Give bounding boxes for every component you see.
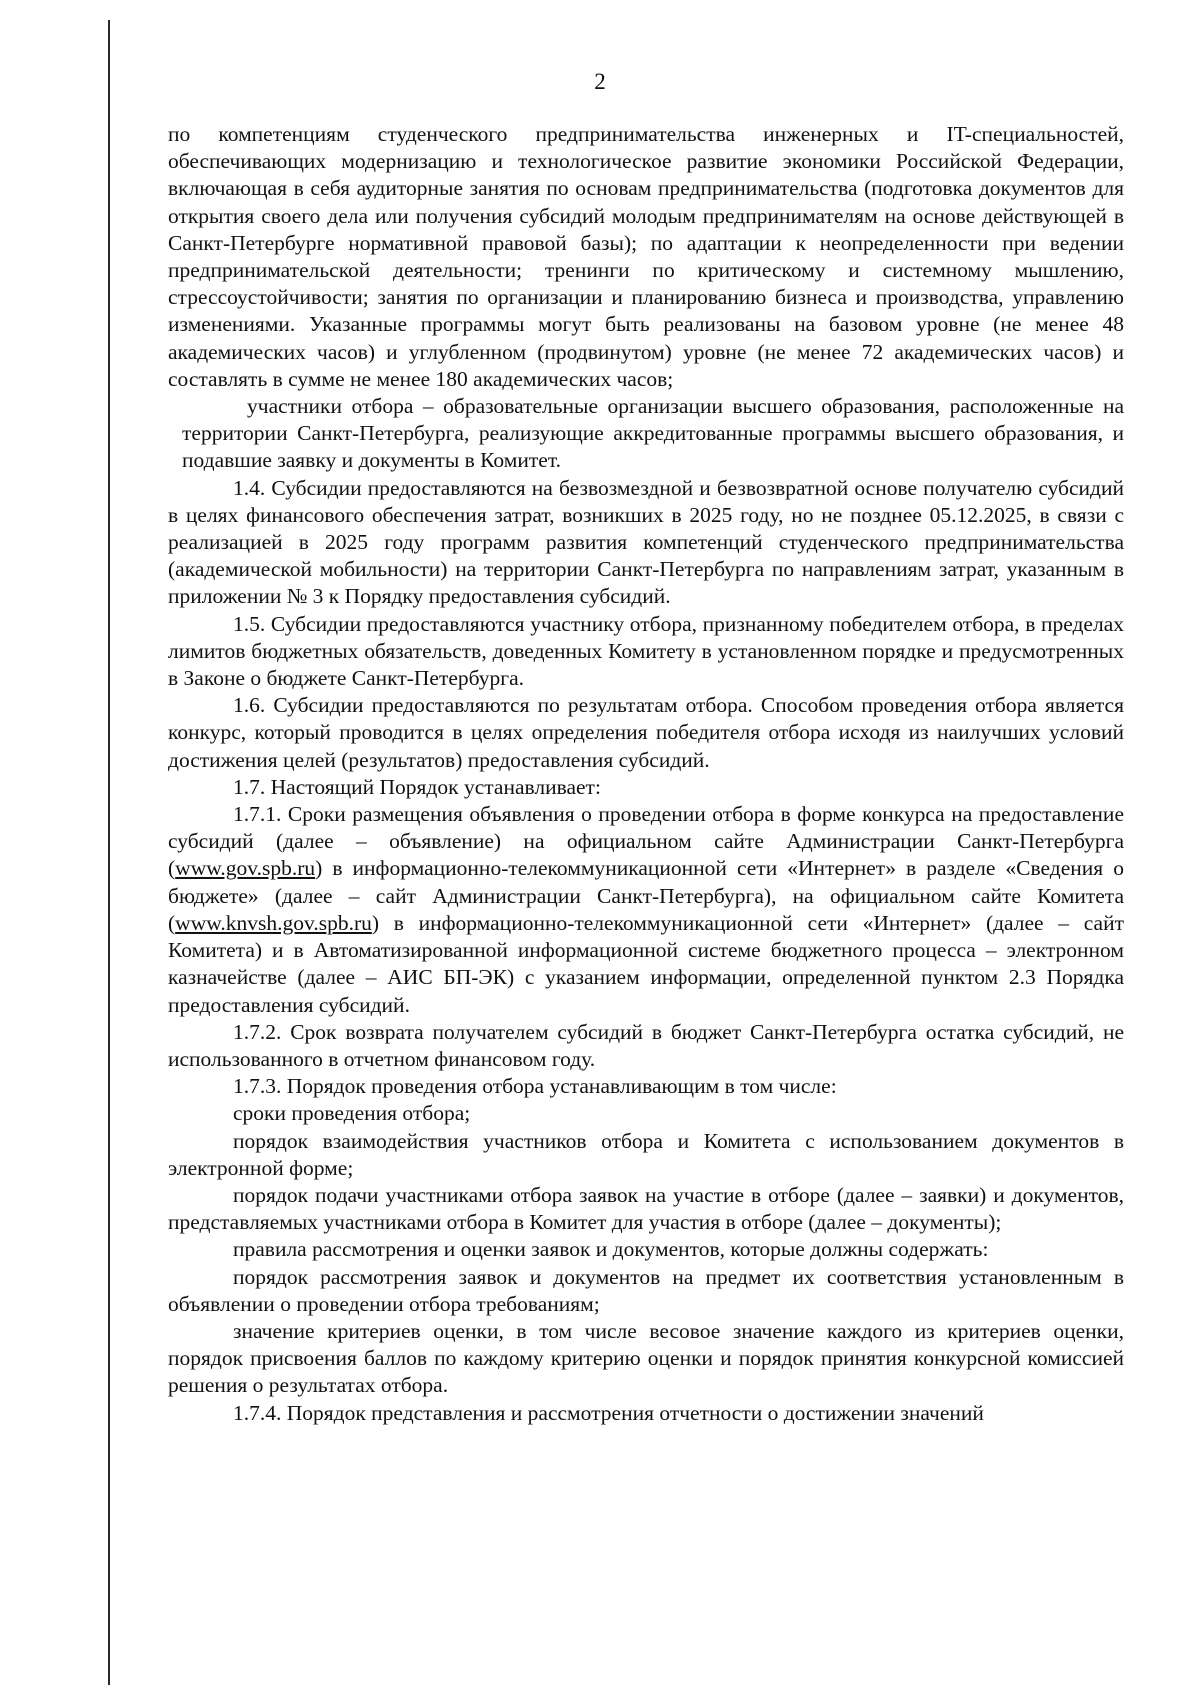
paragraph-selection-terms: сроки проведения отбора;	[233, 1101, 471, 1126]
paragraph-review-order: порядок рассмотрения заявок и документов на предмет их соответствия установленным в объявлении о проведении отбора требованиям;	[168, 1264, 1124, 1316]
paragraph-1-7-2: 1.7.2. Срок возврата получателем субсидий в бюджет Санкт-Петербурга остатка субсидий, не использованного в отчетном финансовом году.	[168, 1019, 1124, 1071]
paragraph-1-7: 1.7. Настоящий Порядок устанавливает:	[233, 774, 601, 799]
paragraph-1-7-3: 1.7.3. Порядок проведения отбора устанавливающим в том числе:	[233, 1074, 837, 1099]
paragraph-application-order: порядок подачи участниками отбора заявок на участие в отборе (далее – заявки) и документов, представляемых участниками отбора в Комитет для участия в отборе (далее – документы);	[168, 1182, 1124, 1235]
paragraph-1-7-1-part-c: ) в информационно-телекоммуникационной сети «Интернет» (далее – сайт Комитета) и в Автоматизированной информационной системе бюджетного процесса – электронном казначействе (далее – АИС БП-ЭК) с указанием информации, определенной пунктом 2.3 Порядка предоставления субсидий.	[168, 910, 1124, 1017]
paragraph-1-7-1	[168, 801, 1124, 1019]
paragraph-interaction-order: порядок взаимодействия участников отбора и Комитета с использованием документов в электронной форме;	[168, 1128, 1124, 1180]
paragraph-continuation: по компетенциям студенческого предпринимательства инженерных и IT-специальностей, обеспечивающих модернизацию и технологическое развитие экономики Российской Федерации, включающая в себя аудиторные занятия по основам предпринимательства (подготовка документов для открытия своего дела или получения субсидий молодым предпринимателям на основе действующей в Санкт-Петербурге нормативной правовой базы); по адаптации к неопределенности при ведении предпринимательской деятельности; тренинги по критическому и системному мышлению, стрессоустойчивости; занятия по организации и планированию бизнеса и производства, управлению изменениями. Указанные программы могут быть реализованы на базовом уровне (не менее 48 академических часов) и углубленном (продвинутом) уровне (не менее 72 академических часов) и составлять в сумме не менее 180 академических часов;	[168, 122, 1124, 391]
document-body	[168, 121, 1124, 1427]
page-number: 2	[594, 69, 606, 94]
paragraph-1-7-1-part-a: 1.7.1. Сроки размещения объявления о проведении отбора в форме конкурса на предоставление субсидий (далее – объявление) на официальном сайте Администрации Санкт-Петербурга (	[168, 802, 1124, 881]
paragraph-1-5: 1.5. Субсидии предоставляются участнику отбора, признанному победителем отбора, в пределах лимитов бюджетных обязательств, доведенных Комитету в установленном порядке и предусмотренных в Законе о бюджете Санкт-Петербурга.	[168, 611, 1124, 691]
paragraph-participants: участники отбора – образовательные организации высшего образования, расположенные на территории Санкт-Петербурга, реализующие аккредитованные программы высшего образования, и подавшие заявку и документы в Комитет.	[182, 394, 1124, 473]
paragraph-1-7-1-part-b: ) в информационно-телекоммуникационной сети «Интернет» в разделе «Сведения о бюджете» (далее – сайт Администрации Санкт-Петербурга), на официальном сайте Комитета (	[168, 856, 1124, 935]
page-binding-line	[108, 20, 110, 1685]
gov-spb-link[interactable]: www.gov.spb.ru	[175, 856, 316, 881]
knvsh-link[interactable]: www.knvsh.gov.spb.ru	[175, 910, 372, 935]
paragraph-review-rules: правила рассмотрения и оценки заявок и документов, которые должны содержать:	[233, 1237, 989, 1262]
paragraph-1-6: 1.6. Субсидии предоставляются по результатам отбора. Способом проведения отбора является конкурс, который проводится в целях определения победителя отбора исходя из наилучших условий достижения целей (результатов) предоставления субсидий.	[168, 693, 1124, 772]
paragraph-1-7-4: 1.7.4. Порядок представления и рассмотрения отчетности о достижении значений	[233, 1400, 984, 1425]
paragraph-criteria: значение критериев оценки, в том числе весовое значение каждого из критериев оценки, порядок присвоения баллов по каждому критерию оценки и порядок принятия конкурсной комиссией решения о результатах отбора.	[168, 1318, 1124, 1398]
paragraph-1-4: 1.4. Субсидии предоставляются на безвозмездной и безвозвратной основе получателю субсидий в целях финансового обеспечения затрат, возникших в 2025 году, но не позднее 05.12.2025, в связи с реализацией в 2025 году программ развития компетенций студенческого предпринимательства (академической мобильности) на территории Санкт-Петербурга по направлениям затрат, указанным в приложении № 3 к Порядку предоставления субсидий.	[168, 475, 1124, 609]
